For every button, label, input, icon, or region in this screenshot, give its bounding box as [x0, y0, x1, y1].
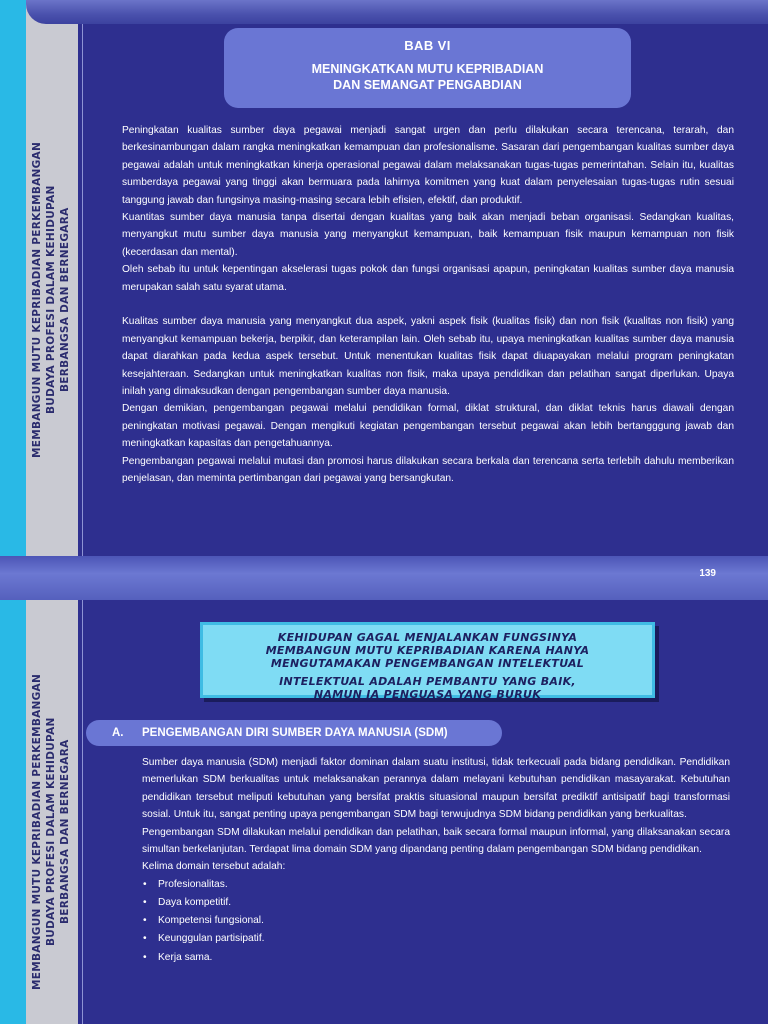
sidebar-line: BUDAYA PROFESI DALAM KEHIDUPAN [45, 717, 57, 947]
quote-line: NAMUN IA PENGUASA YANG BURUK [313, 688, 542, 701]
chapter-body-text [122, 122, 734, 488]
paragraph-spacer [122, 296, 734, 313]
paragraph: Kuantitas sumber daya manusia tanpa disertai dengan kualitas yang baik akan menjadi beban organisasi. Sedangkan kualitas, menyangkut mutu sumber daya manusia yang menyangkut kemampuan, baik kemampuan fisik maupun kemampuan non fisik (kecerdasan dan mental). [122, 212, 734, 258]
section-letter: A. [112, 727, 124, 739]
sidebar-line: BUDAYA PROFESI DALAM KEHIDUPAN [45, 185, 57, 415]
domain-list [142, 876, 730, 967]
section-title: PENGEMBANGAN DIRI SUMBER DAYA MANUSIA (SDM) [142, 727, 448, 739]
list-item: • Daya kompetitif. [142, 894, 730, 912]
quote-line: KEHIDUPAN GAGAL MENJALANKAN FUNGSINYA [277, 631, 578, 644]
list-item: • Keunggulan partisipatif. [142, 930, 730, 948]
sidebar-running-title [30, 110, 72, 490]
quote-line: INTELEKTUAL ADALAH PEMBANTU YANG BAIK, [279, 675, 576, 688]
paragraph: Peningkatan kualitas sumber daya pegawai menjadi sangat urgen dan perlu dilakukan secara terencana, terarah, dan berkesinambungan dalam rangka meningkatkan kemampuan dan profesionalisme. Sasaran dari pengembangan kualitas sumber daya pegawai adalah untuk meningkatkan kinerja operasional pegawai dalam melaksanakan tugas-tugas pemerintahan. Selain itu, kualitas sumberdaya pegawai yang tinggi akan bermuara pada lahirnya komitmen yang kuat dalam penyelesaian tugas-tugas rutin sesuai tanggung jawab dan fungsinya masing-masing secara lebih efisien, efektif, dan produktif. [122, 125, 734, 206]
quote-box [200, 622, 655, 701]
margin-rule [82, 600, 83, 1024]
chapter-heading [224, 28, 631, 108]
page-footer-band [0, 556, 768, 600]
page-edge-strip [0, 600, 26, 1024]
sidebar-line: BERBANGSA DAN BERNEGARA [59, 739, 71, 925]
paragraph: Kelima domain tersebut adalah: [142, 861, 286, 873]
list-item: • Profesionalitas. [142, 876, 730, 894]
sidebar-line: BERBANGSA DAN BERNEGARA [59, 207, 71, 393]
section-heading [86, 720, 502, 746]
page-number: 139 [699, 568, 716, 579]
list-item: • Kompetensi fungsional. [142, 912, 730, 930]
paragraph: Pengembangan pegawai melalui mutasi dan promosi harus dilakukan secara berkala dan terencana serta terlebih dahulu memberikan penjelasan, dan meminta pertimbangan dari pegawai yang bersangkutan. [122, 455, 734, 485]
section-body-text [142, 754, 730, 967]
paragraph: Kualitas sumber daya manusia yang menyangkut dua aspek, yakni aspek fisik (kualitas fisik) dan non fisik (kualitas non fisik) yang menyangkut kemampuan bekerja, berpikir, dan keterampilan lain. Oleh sebab itu, upaya meningkatkan kualitas sumber daya manusia dapat diarahkan pada kedua aspek tersebut. Untuk menentukan kualitas fisik dapat diuapayakan melalui program peningkatan kesejahteraan. Sedangkan untuk meningkatkan kualitas non fisik, maka upaya pendidikan dan pelatihan sangat diperlukan. Upaya inilah yang dimaksudkan dengan pengembangan sumber daya manusia. [122, 316, 734, 398]
paragraph: Pengembangan SDM dilakukan melalui pendidikan dan pelatihan, baik secara formal maupun informal, yang dilaksanakan secara simultan berkelanjutan. Terdapat lima domain SDM yang dipandang penting dalam pengembangan SDM bidang pendidikan. [142, 826, 730, 856]
list-item: • Kerja sama. [142, 949, 730, 967]
header-band [26, 0, 768, 24]
quote-line: MEMBANGUN MUTU KEPRIBADIAN KARENA HANYA [265, 644, 590, 657]
sidebar-line: MEMBANGUN MUTU KEPRIBADIAN PERKEMBANGAN [31, 673, 43, 991]
paragraph: Sumber daya manusia (SDM) menjadi faktor dominan dalam suatu institusi, tidak terkecuali pada bidang pendidikan. Pendidikan memerlukan SDM berkualitas untuk melaksanakan perannya dalam melayani kebutuhan pendidikan masayarakat. Kebutuhan pendidikan tersebut meliputi kebutuhan yang bersifat praktis situasional maupun bersifat prediktif antisipatif bagi transformasi sosial. Untuk itu, sangat penting upaya pengembangan SDM bagi terwujudnya SDM bidang pendidikan yang berkualitas. [142, 757, 730, 821]
paragraph: Dengan demikian, pengembangan pegawai melalui pendidikan formal, diklat struktural, dan diklat teknis harus diawali dengan peningkatan motivasi pegawai. Dengan mengikuti kegiatan pengembangan tersebut pegawai akan lebih bertangggung jawab dan meningkatkan kapasitas dan pengetahuannya. [122, 403, 734, 450]
page-edge-strip [0, 0, 26, 556]
chapter-label: BAB VI [404, 38, 451, 53]
sidebar-running-title [30, 640, 72, 1024]
quote-line: MENGUTAMAKAN PENGEMBANGAN INTELEKTUAL [270, 657, 585, 670]
chapter-title-line: MENINGKATKAN MUTU KEPRIBADIAN [311, 62, 544, 76]
paragraph: Oleh sebab itu untuk kepentingan akselerasi tugas pokok dan fungsi organisasi apapun, peningkatan kualitas sumber daya manusia merupakan salah satu syarat utama. [122, 264, 734, 293]
sidebar-line: MEMBANGUN MUTU KEPRIBADIAN PERKEMBANGAN [31, 141, 43, 459]
chapter-title [224, 61, 631, 93]
chapter-title-line: DAN SEMANGAT PENGABDIAN [333, 78, 522, 92]
margin-rule [82, 24, 83, 556]
